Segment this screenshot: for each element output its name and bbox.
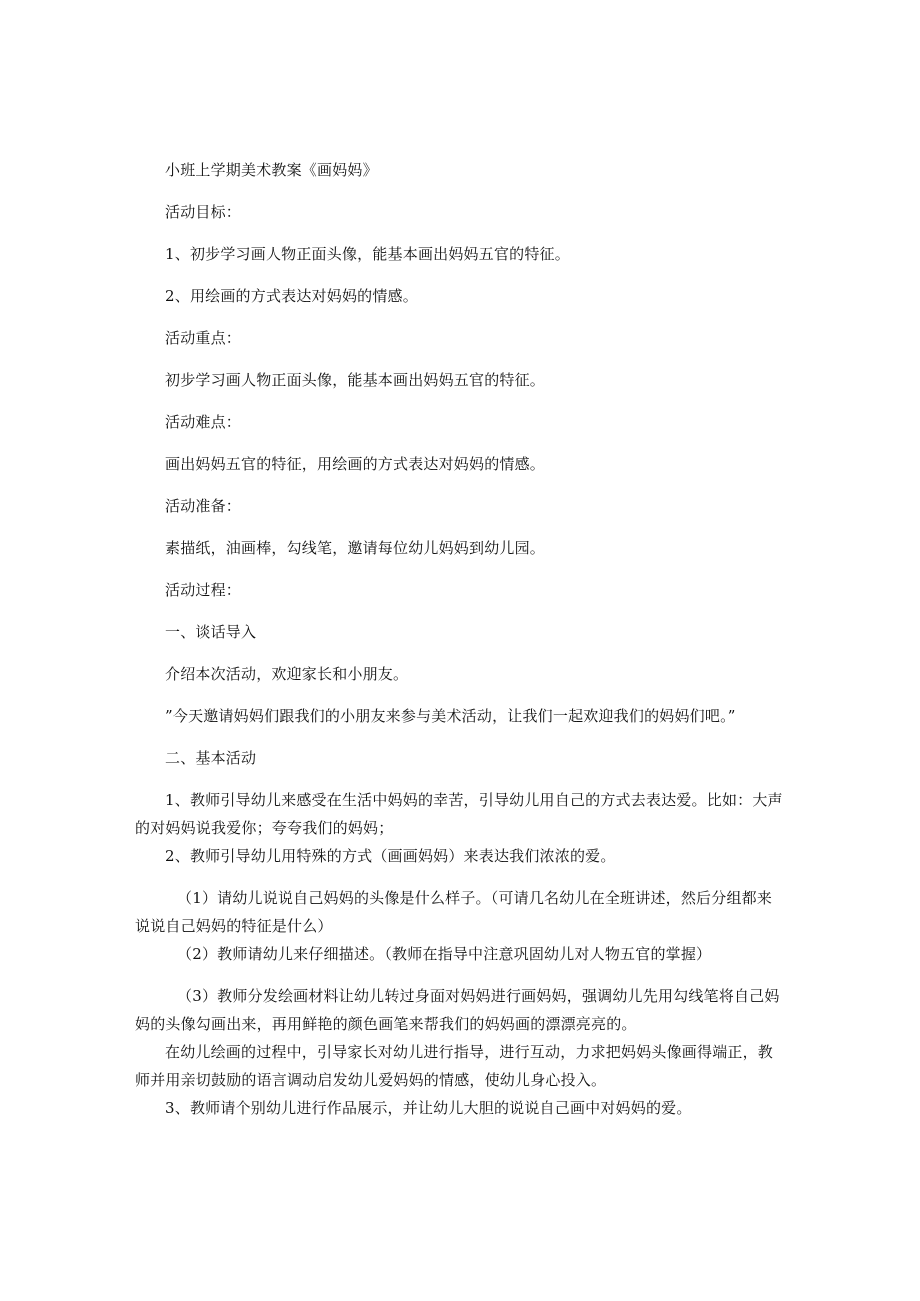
step-2-paragraph: 2、教师引导幼儿用特殊的方式（画画妈妈）来表达我们浓浓的爱。 [165, 847, 616, 865]
sub-step-2-paragraph: （2）教师请幼儿来仔细描述。（教师在指导中注意巩固幼儿对人物五官的掌握） [177, 945, 712, 963]
document-title: 小班上学期美术教案《画妈妈》 [165, 161, 378, 179]
section-two-heading: 二、基本活动 [165, 749, 257, 767]
difficulty-heading: 活动难点： [165, 413, 242, 431]
goal-item-1: 1、初步学习画人物正面头像，能基本画出妈妈五官的特征。 [165, 245, 570, 263]
section-one-heading: 一、谈话导入 [165, 623, 257, 641]
process-heading: 活动过程： [165, 581, 242, 599]
goal-item-2: 2、用绘画的方式表达对妈妈的情感。 [165, 287, 418, 305]
goal-heading: 活动目标： [165, 203, 242, 221]
step-3-paragraph: 3、教师请个别幼儿进行作品展示，并让幼儿大胆的说说自己画中对妈妈的爱。 [165, 1099, 692, 1117]
difficulty-text: 画出妈妈五官的特征，用绘画的方式表达对妈妈的情感。 [165, 455, 546, 473]
preparation-text: 素描纸，油画棒，勾线笔，邀请每位幼儿妈妈到幼儿园。 [165, 539, 546, 557]
quote-paragraph: ”今天邀请妈妈们跟我们的小朋友来参与美术活动，让我们一起欢迎我们的妈妈们吧。” [165, 707, 736, 725]
sub-step-1-paragraph: （1）请幼儿说说自己妈妈的头像是什么样子。（可请几名幼儿在全班讲述，然后分组都来说说自己妈妈的特征是什么） [135, 889, 773, 935]
guidance-paragraph: 在幼儿绘画的过程中，引导家长对幼儿进行指导，进行互动，力求把妈妈头像画得端正，教师并用亲切鼓励的语言调动启发幼儿爱妈妈的情感，使幼儿身心投入。 [135, 1043, 774, 1089]
preparation-heading: 活动准备： [165, 497, 242, 515]
intro-paragraph: 介绍本次活动，欢迎家长和小朋友。 [165, 665, 409, 683]
key-point-text: 初步学习画人物正面头像，能基本画出妈妈五官的特征。 [165, 371, 546, 389]
key-point-heading: 活动重点： [165, 329, 242, 347]
sub-step-3-paragraph: （3）教师分发绘画材料让幼儿转过身面对妈妈进行画妈妈，强调幼儿先用勾线笔将自己妈妈的头像勾画出来，再用鲜艳的颜色画笔来帮我们的妈妈画的漂漂亮亮的。 [135, 987, 780, 1033]
step-1-paragraph: 1、教师引导幼儿来感受在生活中妈妈的幸苦，引导幼儿用自己的方式去表达爱。比如：大声的对妈妈说我爱你；夸夸我们的妈妈； [135, 791, 783, 837]
